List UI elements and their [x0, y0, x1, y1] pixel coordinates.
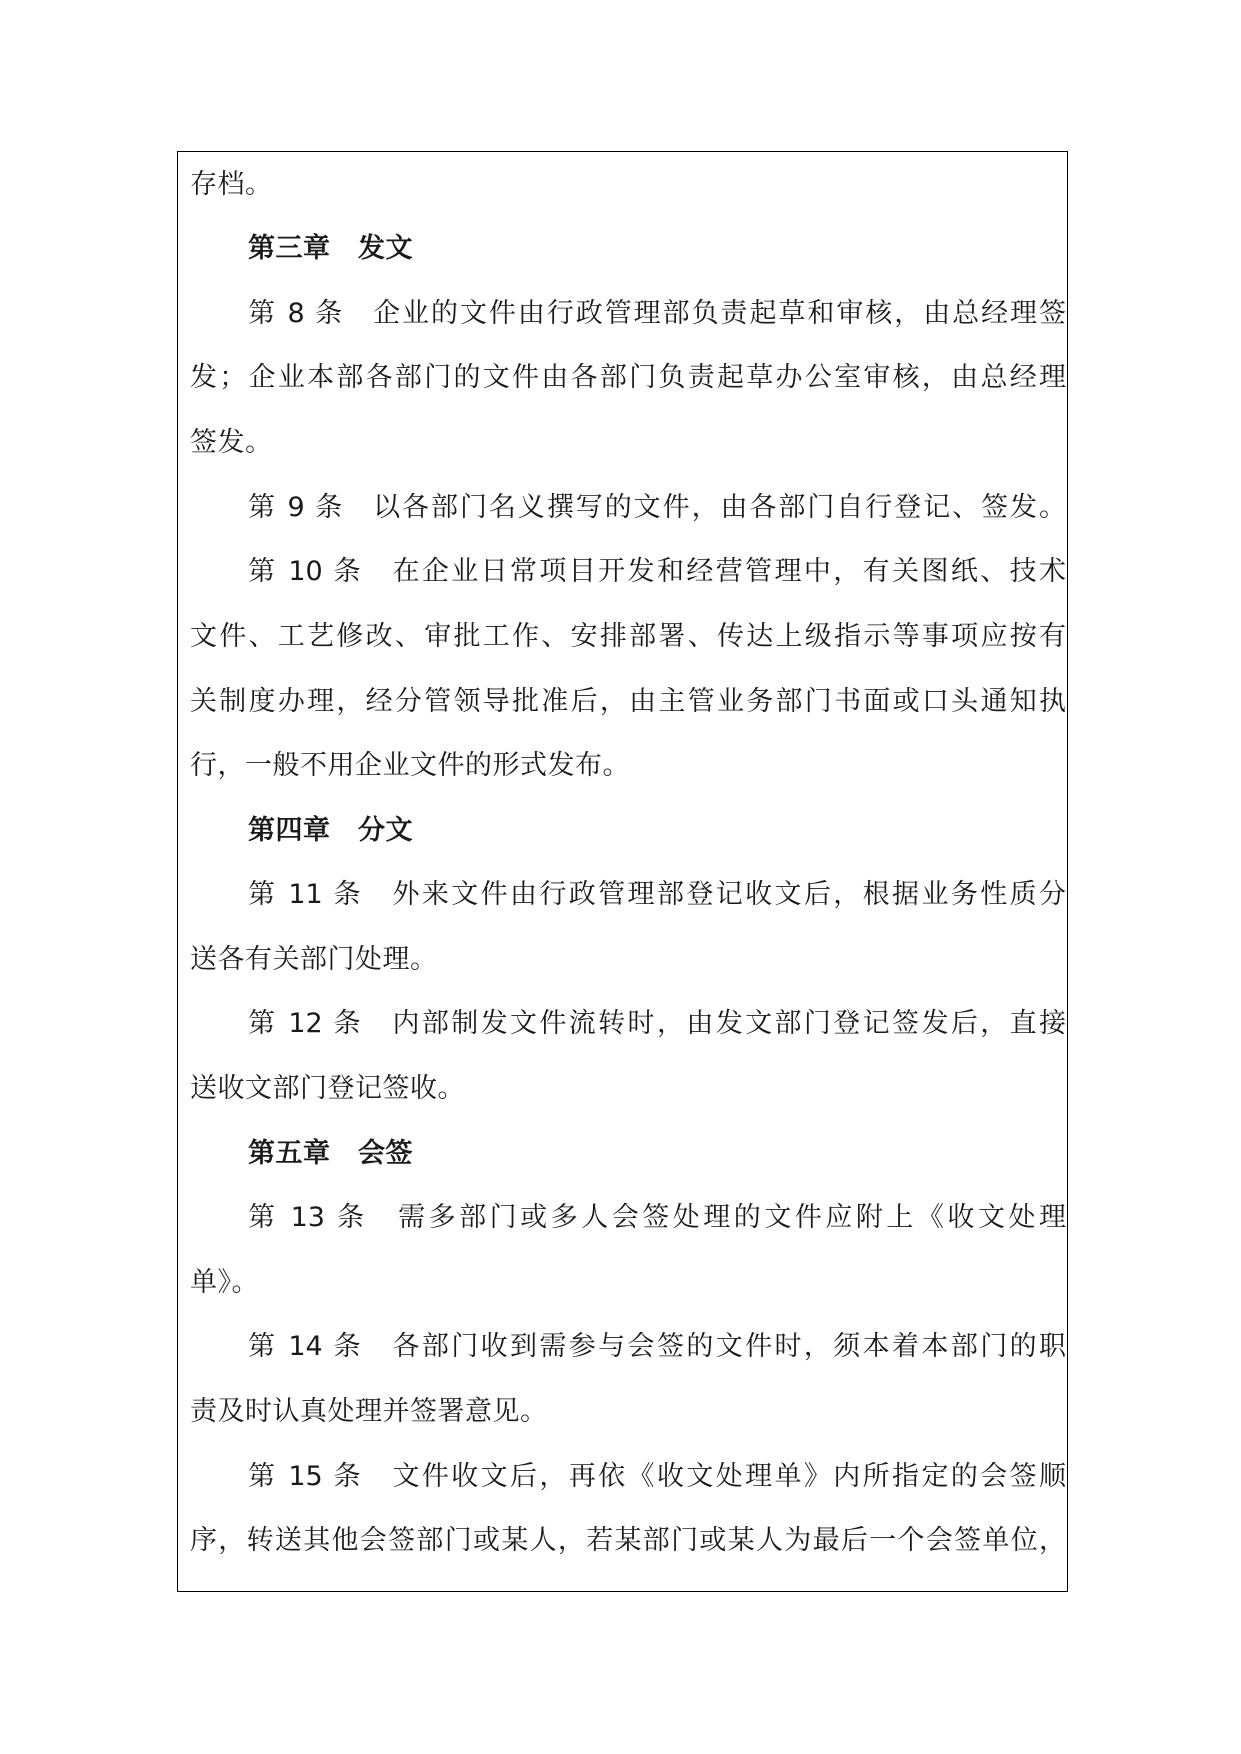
article-line: 第 10 条 在企业日常项目开发和经营管理中，有关图纸、技术	[248, 556, 1066, 587]
body-line: 关制度办理，经分管领导批准后，由主管业务部门书面或口头通知执	[190, 686, 1066, 717]
body-line: 送收文部门登记签收。	[190, 1073, 465, 1104]
article-line: 第 14 条 各部门收到需参与会签的文件时，须本着本部门的职	[248, 1331, 1066, 1362]
body-line: 发；企业本部各部门的文件由各部门负责起草办公室审核，由总经理	[190, 362, 1066, 393]
chapter-heading: 第三章 发文	[248, 233, 413, 264]
article-line: 第 12 条 内部制发文件流转时，由发文部门登记签发后，直接	[248, 1008, 1066, 1039]
chapter-heading: 第五章 会签	[248, 1138, 413, 1169]
body-line: 责及时认真处理并签署意见。	[190, 1396, 548, 1427]
chapter-heading: 第四章 分文	[248, 815, 413, 846]
body-line: 存档。	[190, 169, 273, 200]
article-line: 第 13 条 需多部门或多人会签处理的文件应附上《收文处理	[248, 1202, 1066, 1233]
article-line: 第 8 条 企业的文件由行政管理部负责起草和审核，由总经理签	[248, 298, 1066, 329]
article-line: 第 15 条 文件收文后，再依《收文处理单》内所指定的会签顺	[248, 1461, 1066, 1492]
article-line: 第 11 条 外来文件由行政管理部登记收文后，根据业务性质分	[248, 879, 1066, 910]
article-line: 第 9 条 以各部门名义撰写的文件，由各部门自行登记、签发。	[248, 492, 1066, 523]
body-line: 单》。	[190, 1267, 259, 1298]
body-line: 签发。	[190, 427, 273, 458]
body-line: 送各有关部门处理。	[190, 944, 438, 975]
body-line: 行，一般不用企业文件的形式发布。	[190, 750, 630, 781]
body-line: 文件、工艺修改、审批工作、安排部署、传达上级指示等事项应按有	[190, 621, 1066, 652]
body-line: 序，转送其他会签部门或某人，若某部门或某人为最后一个会签单位，	[190, 1525, 1066, 1556]
